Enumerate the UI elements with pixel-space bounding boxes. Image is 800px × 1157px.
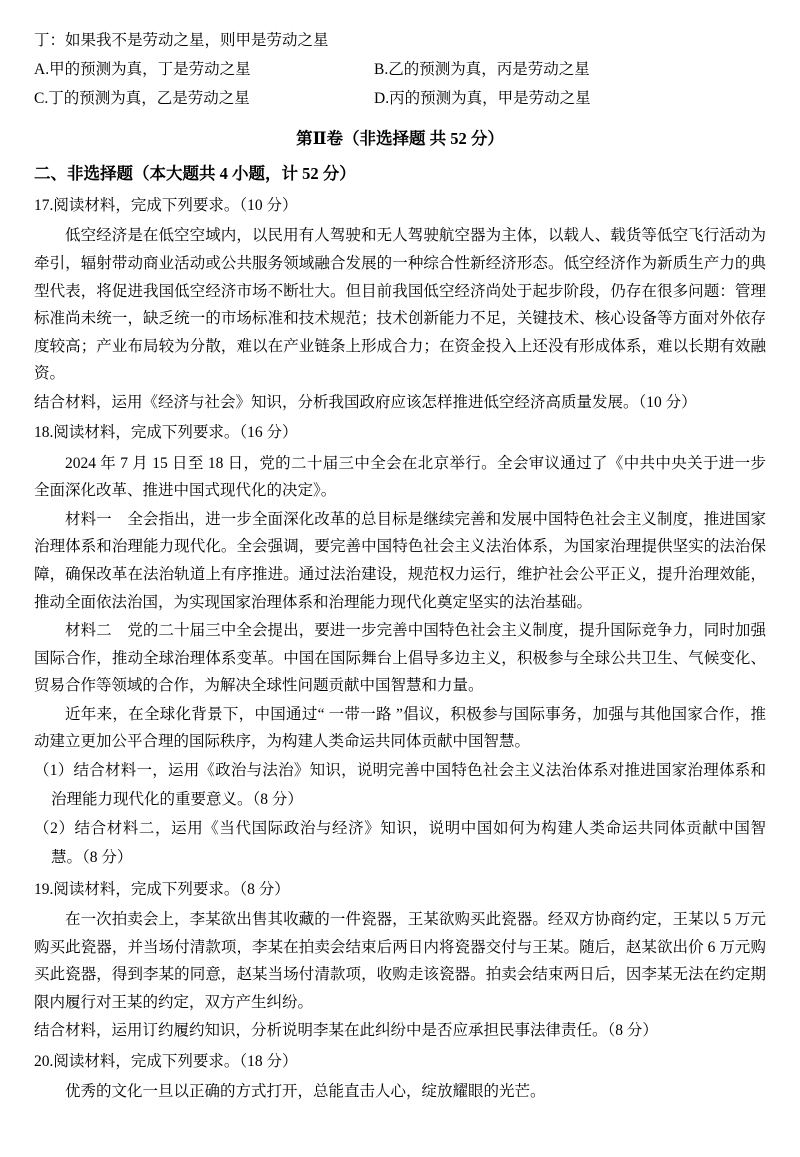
- question-18-sub-1: （1）结合材料一，运用《政治与法治》知识，说明完善中国特色社会主义法治体系对推进国家治理体系和治理能力现代化的重要意义。（8 分）: [34, 762, 766, 808]
- option-c[interactable]: C.丁的预测为真，乙是劳动之星: [34, 90, 250, 108]
- option-b[interactable]: B.乙的预测为真，丙是劳动之星: [374, 60, 590, 78]
- question-17-head: 17.阅读材料，完成下列要求。（10 分）: [34, 197, 298, 215]
- question-18-material-two: 材料二 党的二十届三中全会提出，要进一步完善中国特色社会主义制度，提升国际竞争力，同时加强国际合作，推动全球治理体系变革。中国在国际舞台上倡导多边主义，积极参与全球公共卫生、气候变化、贸易合作等领域的合作，为解决全球性问题贡献中国智慧和力量。: [34, 622, 766, 695]
- option-row-cd: [34, 84, 766, 113]
- question-18-material-one: 材料一 全会指出，进一步全面深化改革的总目标是继续完善和发展中国特色社会主义制度，推进国家治理体系和治理能力现代化。全会强调，要完善中国特色社会主义法治体系，为国家治理提供坚实的法治保障，确保改革在法治轨道上有序推进。通过法治建设，规范权力运行，维护社会公平正义，提升治理效能，推动全面依法治国，为实现国家治理体系和治理能力现代化奠定坚实的法治基础。: [34, 510, 766, 611]
- question-17-paragraph: 低空经济是在低空空域内，以民用有人驾驶和无人驾驶航空器为主体，以载人、载货等低空飞行活动为牵引，辐射带动商业活动或公共服务领域融合发展的一种综合性新经济形态。低空经济作为新质生产力的典型代表，将促进我国低空经济市场不断壮大。但目前我国低空经济尚处于起步阶段，仍存在很多问题：管理标准尚未统一，缺乏统一的市场标准和技术规范；技术创新能力不足，关键技术、核心设备等方面对外依存度较高；产业布局较为分散，难以在产业链条上形成合力；在资金投入上还没有形成体系，难以长期有效融资。: [34, 227, 766, 383]
- option-d[interactable]: D.丙的预测为真，甲是劳动之星: [374, 90, 591, 108]
- question-18-sub-2: （2）结合材料二，运用《当代国际政治与经济》知识，说明中国如何为构建人类命运共同体贡献中国智慧。（8 分）: [34, 820, 766, 867]
- question-17-task: 结合材料，运用《经济与社会》知识，分析我国政府应该怎样推进低空经济高质量发展。（10 分）: [34, 393, 697, 411]
- question-18-head: 18.阅读材料，完成下列要求。（16 分）: [34, 424, 298, 442]
- volume-header: 第Ⅱ卷（非选择题 共 52 分）: [296, 128, 504, 148]
- section-title: 二、非选择题（本大题共 4 小题，计 52 分）: [34, 163, 356, 183]
- option-row-ab: [34, 55, 766, 84]
- option-a[interactable]: A.甲的预测为真，丁是劳动之星: [34, 60, 251, 78]
- question-16-option-d-line: 丁：如果我不是劳动之星，则甲是劳动之星: [34, 32, 329, 49]
- question-20-head: 20.阅读材料，完成下列要求。（18 分）: [34, 1052, 298, 1070]
- question-18-paragraph-extra: 近年来，在全球化背景下，中国通过“ 一带一路 ”倡议，积极参与国际事务，加强与其他国家合作，推动建立更加公平合理的国际秩序，为构建人类命运共同体贡献中国智慧。: [34, 705, 766, 751]
- question-18-intro: 2024 年 7 月 15 日至 18 日，党的二十届三中全会在北京举行。全会审议通过了《中共中央关于进一步全面深化改革、推进中国式现代化的决定》。: [34, 454, 766, 500]
- question-19-paragraph: 在一次拍卖会上，李某欲出售其收藏的一件瓷器，王某欲购买此瓷器。经双方协商约定，王某以 5 万元购买此瓷器，并当场付清款项，李某在拍卖会结束后两日内将瓷器交付与王某。随后，赵某欲出价 6 万元购买此瓷器，得到李某的同意，赵某当场付清款项，收购走该瓷器。拍卖会结束两日后，因李某无法在约定期限内履行对王某的约定，双方产生纠纷。: [34, 910, 766, 1011]
- question-19-head: 19.阅读材料，完成下列要求。（8 分）: [34, 880, 290, 898]
- question-20-paragraph: 优秀的文化一旦以正确的方式打开，总能直击人心，绽放耀眼的光芒。: [65, 1083, 546, 1101]
- question-19-task: 结合材料，运用订约履约知识，分析说明李某在此纠纷中是否应承担民事法律责任。（8 分）: [34, 1022, 658, 1040]
